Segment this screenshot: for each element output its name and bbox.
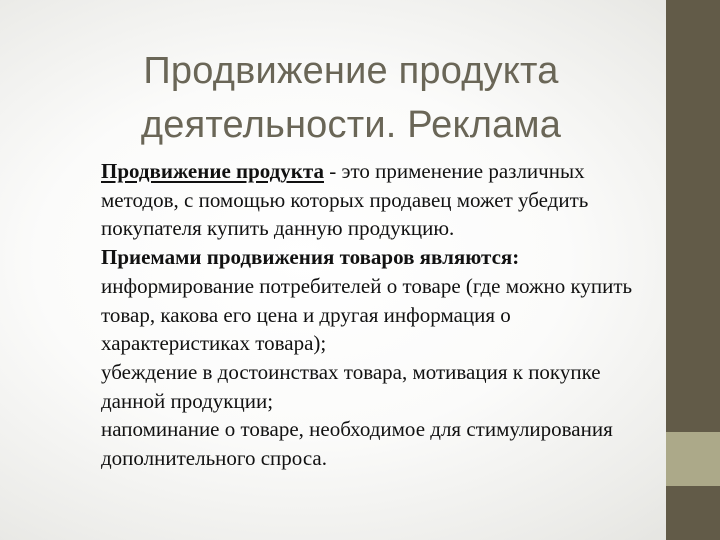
- slide-title-line-2: деятельности. Реклама: [140, 104, 562, 146]
- slide-body: [101, 157, 646, 473]
- decorative-sidebar: [666, 0, 720, 540]
- method-item-3: напоминание о товаре, необходимое для стимулирования дополнительного спроса.: [101, 417, 613, 471]
- sidebar-top-band: [666, 0, 720, 432]
- slide-title: [60, 44, 642, 152]
- method-item-2: убеждение в достоинствах товара, мотивация к покупке данной продукции;: [101, 359, 601, 413]
- sidebar-accent-band: [666, 432, 720, 486]
- slide-title-line-1: Продвижение продукта: [143, 50, 559, 92]
- definition-term: Продвижение продукта: [101, 159, 324, 183]
- method-item-1: информирование потребителей о товаре (где можно купить товар, какова его цена и другая информация о характеристиках товара);: [101, 273, 633, 356]
- definition-paragraph: [101, 157, 646, 243]
- methods-heading: Приемами продвижения товаров являются:: [101, 245, 520, 270]
- sidebar-bottom-band: [666, 486, 720, 540]
- definition-text: - это применение различных методов, с помощью которых продавец может убедить покупателя купить данную продукцию.: [101, 159, 589, 241]
